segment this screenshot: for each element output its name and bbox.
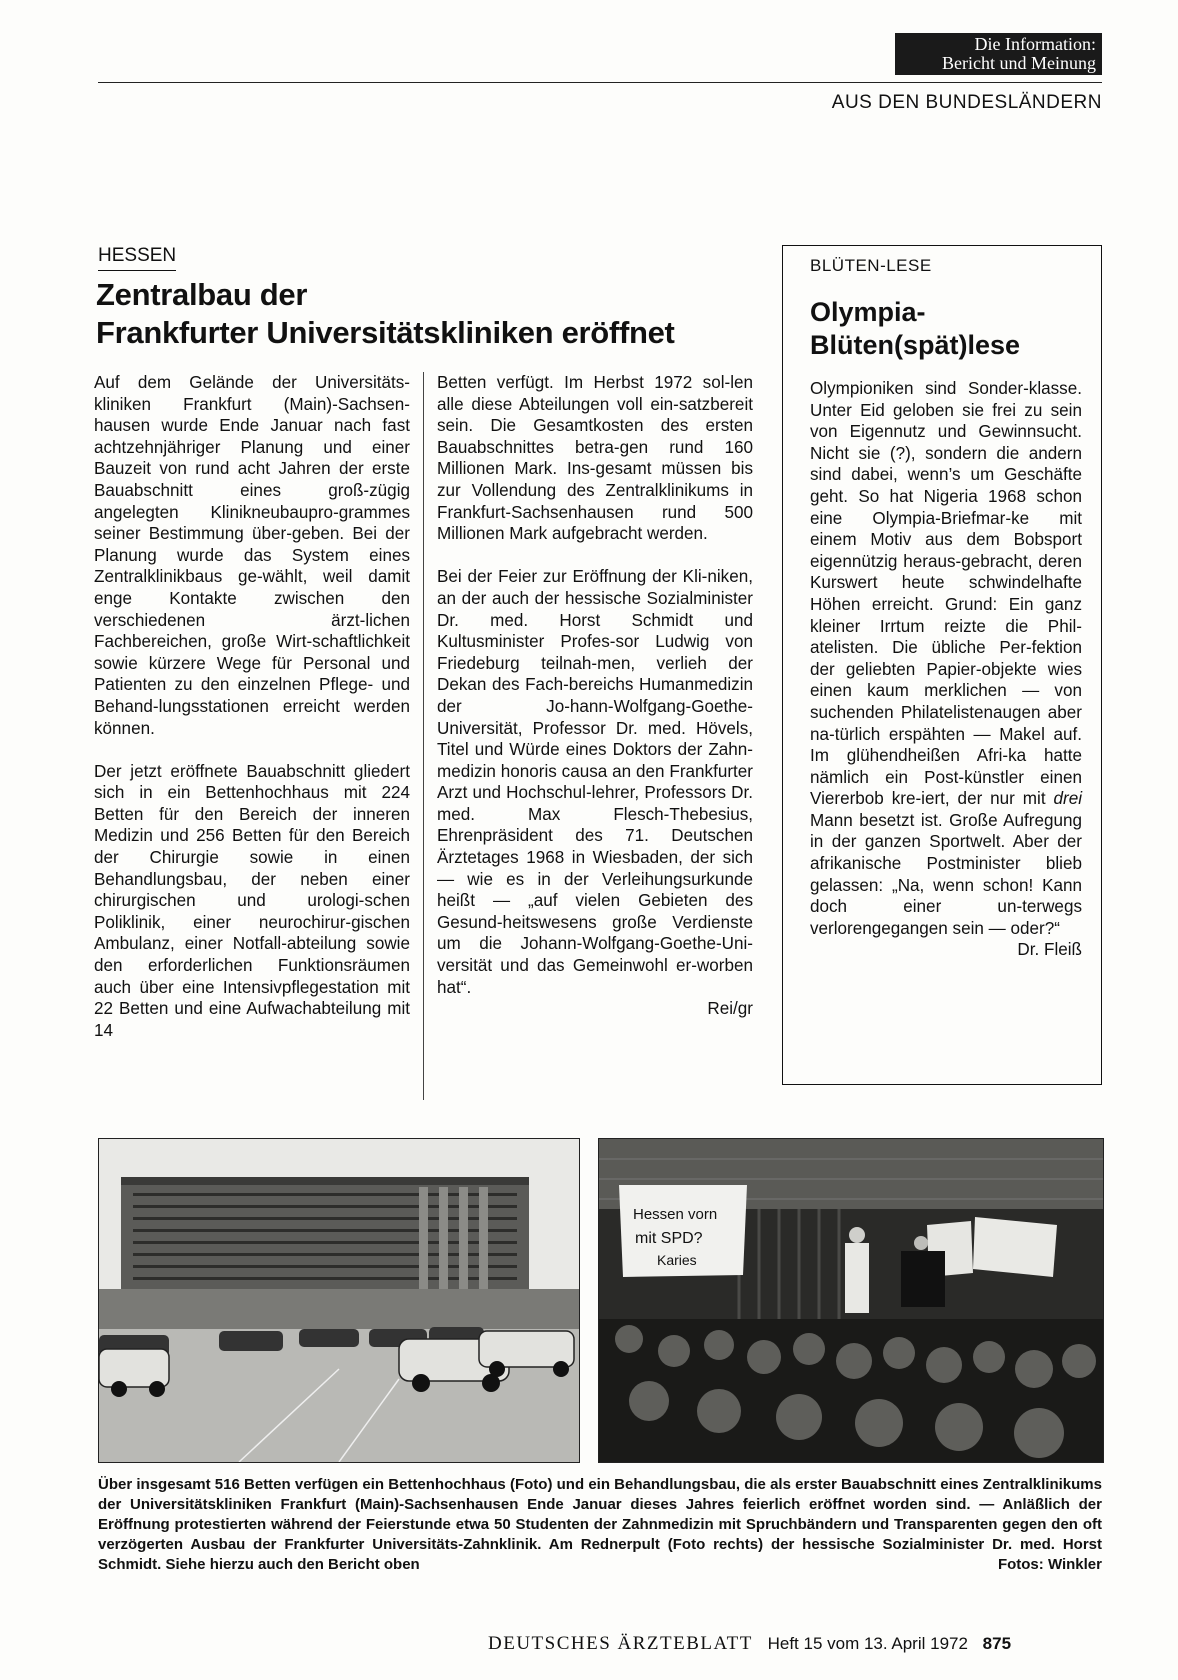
caption-text: Über insgesamt 516 Betten verfügen ein Bettenhochhaus (Foto) und ein Behandlungsbau, die als erster Bauabschnitt eines Zentralklinikums der Universitätskliniken Frankfurt (Main)-Sachsenhausen Ende Januar dieses Jahres feierlich eröffnet worden sind. — Anläßlich der Eröffnung protestierten während der Feierstunde etwa 50 Studenten der Zahnmedizin mit Spruchbändern und Transparenten gegen den oft verzögerten Ausbau der Frankfurter Universitäts-Zahnklinik. Am Rednerpult (Foto rechts) der hessische Sozialminister Dr. med. Horst Schmidt. Siehe hierzu auch den Bericht oben [98,1476,1102,1573]
section-badge [895,33,1102,75]
article-author: Rei/gr [707,999,753,1019]
article-column-2 [437,372,753,1020]
photo-credit: Fotos: Winkler [997,1556,1102,1573]
sidebar-title [810,296,1090,362]
article-headline [96,276,736,352]
section-badge-line1: Die Information: [974,34,1096,54]
banner-text-line2: mit SPD? [635,1230,703,1247]
ceremony-photo [598,1138,1104,1463]
journal-name: DEUTSCHES ÄRZTEBLATT [488,1633,753,1654]
sidebar-title-line2: Blüten(spät)lese [810,330,1021,360]
sidebar-title-line1: Olympia- [810,297,926,327]
issue-info: Heft 15 vom 13. April 1972 [767,1634,968,1653]
page-footer [488,1633,1011,1655]
region-label: AUS DEN BUNDESLÄNDERN [831,92,1102,113]
headline-line2: Frankfurter Universitätskliniken eröffnet [96,315,675,350]
hospital-building-illustration [99,1139,579,1462]
sidebar-text-part-b: Mann besetzt ist. Große Aufregung in der ganzen Sportwelt. Aber der afrikanische Postminister blieb gelassen: „Na, wenn schon! Kann doch einer un-terwegs verlorengegangen sein — oder?“ [810,810,1082,938]
article-paragraph: Auf dem Gelände der Universitäts-kliniken Frankfurt (Main)-Sachsen-hausen wurde Ende Januar nach fast achtzehnjähriger Planung und einer Bauzeit von rund acht Jahren der erste Bauabschnitt eines groß-zügig angelegten Klinikneubaupro-grammes seiner Bestimmung über-geben. Bei der Planung wurde das System eines Zentralklinikbaus ge-wählt, weil damit enge Kontakte zwischen den verschiedenen ärzt-lichen Fachbereichen, große Wirt-schaftlichkeit sowie kürzere Wege für Personal und Patienten zu den einzelnen Pflege- und Behand-lungsstationen erreicht werden können. [94,373,410,738]
ceremony-illustration [599,1139,1103,1462]
article-column-1 [94,372,410,1063]
sidebar-text-part-a: Olympioniken sind Sonder-klasse. Unter Eid geloben sie frei zu sein von Eigennutz und Gewinnsucht. Nicht sie (?), sondern die andern sind dabei, wenn’s um Geschäfte geht. So hat Nigeria 1968 schon eine Olympia-Briefmar-ke mit einem Motiv aus dem Bobsport eigennützig heraus-gebracht, deren Kurswert heute schwindelhafte Höhen erreicht. Grund: Ein ganz kleiner Irrtum reizte die Phil-atelisten. Die übliche Per-fektion der geliebten Papier-objekte wies einen kaum merklichen — von suchenden Philatelistenaugen aber na-türlich erspähten — Makel auf. Im glühendheißen Afri-ka hatte nämlich ein Post-künstler einen Viererbob kre-iert, der nur mit [810,379,1082,809]
hospital-building-photo [98,1138,580,1463]
sidebar-text-emphasis: drei [1053,789,1083,809]
sidebar-text [810,378,1082,961]
article-paragraph: Der jetzt eröffnete Bauabschnitt gliedert sich in ein Bettenhochhaus mit 224 Betten für den Bereich der inneren Medizin und 256 Betten für den Bereich der Chirurgie sowie in einen Behandlungsbau, der neben einer chirurgischen und urologi-schen Poliklinik, einer neurochirur-gischen Ambulanz, einer Notfall-abteilung sowie den erforderlichen Funktionsräumen auch über eine Intensivpflegestation mit 22 Betten und eine Aufwachabteilung mit 14 [94,761,410,1040]
column-divider [423,372,424,1100]
page-number: 875 [982,1634,1012,1653]
sidebar-author: Dr. Fleiß [1017,940,1082,960]
banner-text-line1: Hessen vorn [633,1206,718,1223]
section-badge-line2: Bericht und Meinung [942,53,1096,73]
sidebar-kicker: BLÜTEN-LESE [810,256,932,275]
article-paragraph: Bei der Feier zur Eröffnung der Kli-niken, an der auch der hessische Sozialminister Dr. med. Horst Schmidt und Kultusminister Profes-sor Ludwig von Friedeburg teilnah-men, verlieh der Dekan des Fach-bereichs Humanmedizin der Jo-hann-Wolfgang-Goethe-Universität, Professor Dr. med. Hövels, Titel und Würde eines Doktors der Zahn-medizin honoris causa an den Frankfurter Arzt und Hochschul-lehrer, Professors Dr. med. Max Flesch-Thebesius, Ehrenpräsident des 71. Deutschen Ärztetages 1968 in Wiesbaden, der sich — wie es in der Verleihungsurkunde heißt — „auf vielen Gebieten des Gesund-heitswesens große Verdienste um die Johann-Wolfgang-Goethe-Uni-versität und das Gemeinwohl er-worben hat“. [437,567,753,997]
article-kicker: HESSEN [98,245,176,271]
header-rule [98,82,1102,83]
headline-line1: Zentralbau der [96,277,308,312]
photo-caption [98,1475,1102,1575]
article-paragraph: Betten verfügt. Im Herbst 1972 sol-len alle diese Abteilungen voll ein-satzbereit sein. Die Gesamtkosten des ersten Bauabschnittes betra-gen rund 160 Millionen Mark. Ins-gesamt müssen bis zur Vollendung des Zentralklinikums in Frankfurt-Sachsenhausen rund 500 Millionen Mark aufgebracht werden. [437,373,753,544]
banner-text-line3: Karies [657,1252,697,1268]
